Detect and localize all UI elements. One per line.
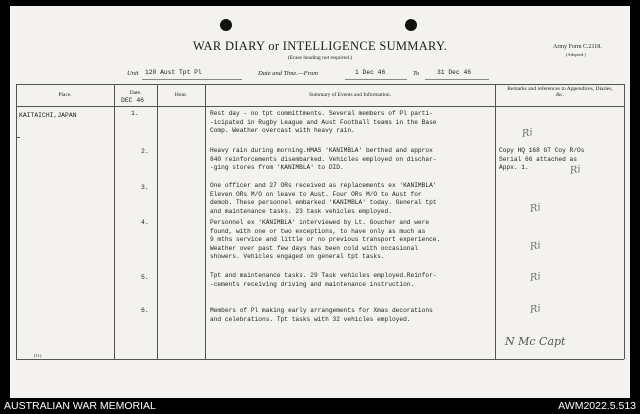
header-remarks: Remarks and references to Appendices, Diaries, &c. <box>507 86 613 99</box>
header-summary: Summary of Events and Information. <box>308 92 392 98</box>
form-reference: Army Form C.2118. <box>553 44 602 50</box>
punch-hole <box>405 19 417 31</box>
row-remarks: Copy HQ 168 GT Coy R/Os Serial 66 attached as Appx. 1. <box>499 147 585 172</box>
row-initials: Ri <box>529 271 542 284</box>
date-from-value: 1 Dec 46 <box>355 69 386 76</box>
print-code: (11) <box>34 353 42 358</box>
header-date: Date. <box>129 90 142 96</box>
header-hour: Hour. <box>174 92 188 98</box>
unit-label: Unit <box>127 70 139 77</box>
punch-hole <box>220 19 232 31</box>
header-place: Place. <box>58 92 72 98</box>
officer-signature: N Mc Capt <box>505 335 566 348</box>
row-date: 5. <box>141 274 149 281</box>
row-date: 3. <box>141 184 149 191</box>
row-summary: One officer and 27 ORs received as replacements ex 'KANIMBLA' Eleven ORs M/O on leave to Aust. Four ORs M/O to Aust for demob. These personnel embarked 'KANIMBLA' today. General tpt and maintenance tasks. 23 task vehicles employed. <box>210 182 437 215</box>
row-summary: Personnel ex 'KANIMBLA' interviewed by Lt. Goucher and were found, with one or two exceptions, to have only as much as 9 mths service and little or no previous transport experience. Weather over past few days has been cold with occasional showers. Vehicles engaged on general tpt tasks. <box>210 219 441 261</box>
date-to-label: To <box>413 70 420 77</box>
row-date: 2. <box>141 148 149 155</box>
row-summary: Rest day - no tpt committments. Several members of Pl parti- -icipated in Rugby League and Aust Football teams in the Base Comp. Weather overcast with heavy rain. <box>210 110 437 135</box>
page-title: WAR DIARY or INTELLIGENCE SUMMARY. <box>192 39 448 53</box>
date-from-label: Date and Time.—From <box>258 70 318 77</box>
row-date: 6. <box>141 307 149 314</box>
row-date: 1. <box>131 110 139 117</box>
row-summary: Heavy rain during morning.HMAS 'KANIMBLA' berthed and approx 840 reinforcements disembarked. Vehicles employed on dischar- -ging stores from 'KANIMBLA' to DID. <box>210 147 437 172</box>
date-to-value: 31 Dec 46 <box>437 69 472 76</box>
month-label: DEC 46 <box>121 97 145 104</box>
row-initials: Ri <box>521 127 534 140</box>
row-initials: Ri <box>529 202 542 215</box>
row-summary: Members of Pl making early arrangements for Xmas decorations and celebrations. Tpt tasks with 32 vehicles employed. <box>210 307 433 323</box>
row-date: 4. <box>141 219 149 226</box>
accession-number: AWM2022.5.513 <box>558 400 636 412</box>
form-adopted: (Adopted.) <box>566 52 586 57</box>
place-value: KAITAICHI,JAPAN <box>19 112 77 119</box>
row-summary: Tpt and maintenance tasks. 29 Task vehicles employed.Reinfor- -cements receiving driving and maintenance instruction. <box>210 272 437 288</box>
page-subtitle: (Erase heading not required.) <box>287 55 353 61</box>
row-initials: Ri <box>529 303 542 316</box>
row-initials: Ri <box>529 240 542 253</box>
institution-credit: AUSTRALIAN WAR MEMORIAL <box>4 400 156 412</box>
unit-value: 120 Aust Tpt Pl <box>145 69 202 76</box>
row-initials: Ri <box>569 164 582 177</box>
diary-page <box>10 6 630 398</box>
